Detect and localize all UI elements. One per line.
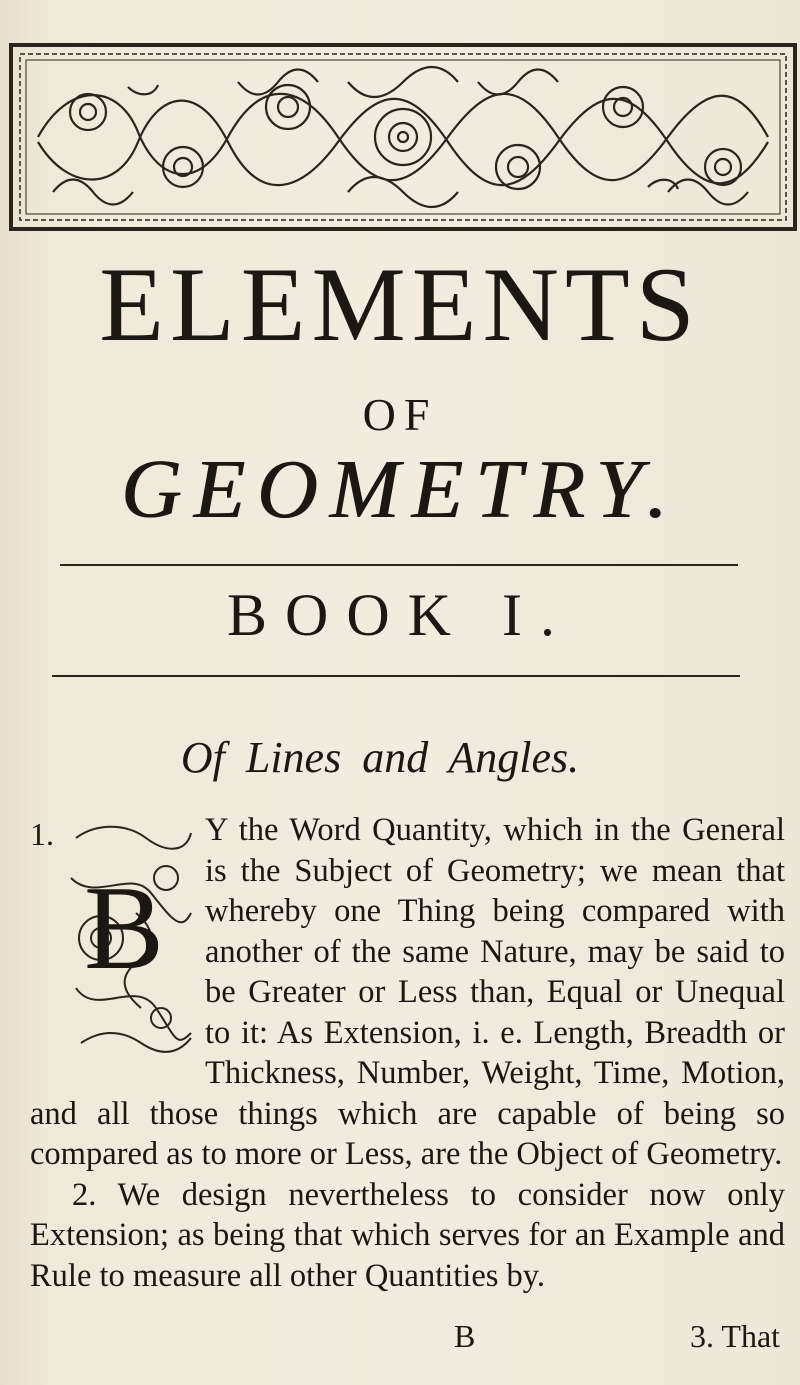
signature-mark: B — [454, 1318, 476, 1354]
paragraph-1 — [30, 810, 785, 1175]
ornamental-headpiece-icon — [8, 42, 798, 232]
title-elements: ELEMENTS — [99, 246, 701, 363]
paragraph-number: 1. — [30, 816, 54, 852]
paragraph-2 — [30, 1175, 785, 1297]
chapter-title: Of Lines and Angles. — [180, 733, 580, 782]
page-footer — [0, 1318, 800, 1368]
rule-divider — [52, 675, 740, 677]
dropcap-letter: B — [83, 861, 165, 994]
book-heading: BOOK I. — [227, 582, 573, 648]
paragraph-2-text: 2. We design nevertheless to consider now only Extension; as being that which serves for an Example and Rule to measure all other Quantities by. — [30, 1176, 785, 1294]
title-of: OF — [362, 389, 438, 440]
catchword: 3. That — [690, 1318, 781, 1354]
dropcap-block — [30, 814, 195, 1060]
body-text — [30, 810, 785, 1296]
rule-divider — [60, 564, 738, 566]
floral-dropcap-icon — [66, 818, 196, 1058]
title-geometry: GEOMETRY. — [120, 443, 680, 536]
paragraph-1-text: Y the Word Quantity, which in the General is the Subject of Geometry; we mean that whereby one Thing being compared with another of the same Nature, may be said to be Greater or Less than, Equal or Unequal to it: As Extension, i. e. Length, Breadth or Thickness, Number, Weight, Time, Motion, and all those things which are capable of being so compared as to more or Less, are the Object of Geometry. — [30, 812, 785, 1172]
